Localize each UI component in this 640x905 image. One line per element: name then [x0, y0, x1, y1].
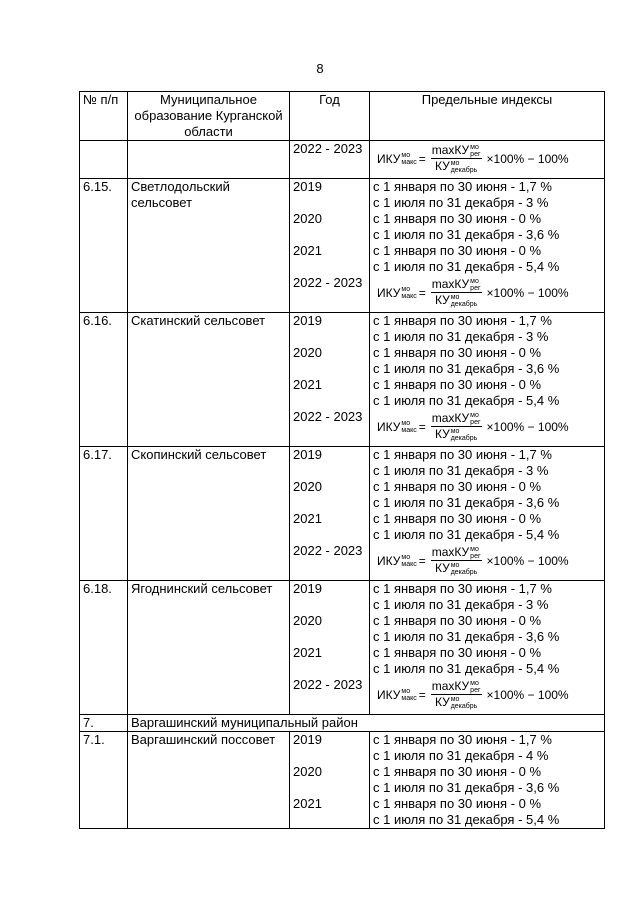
header-municipality: Муниципальное образование Курганской области — [128, 92, 290, 141]
row-municipality — [128, 581, 290, 715]
header-year: Год — [290, 92, 370, 141]
carry-row — [80, 141, 605, 179]
municipality-name: Ягоднинский сельсовет — [131, 581, 273, 596]
index-line: с 1 июля по 31 декабря - 3,6 % — [373, 361, 560, 376]
formula-tail: ×100% − 100% — [486, 285, 569, 300]
row-indexes — [370, 313, 605, 447]
index-line: с 1 июля по 31 декабря - 5,4 % — [373, 812, 560, 827]
index-line: с 1 июля по 31 декабря - 5,4 % — [373, 259, 560, 274]
index-line: с 1 января по 30 июня - 1,7 % — [373, 179, 552, 194]
formula-block — [373, 677, 601, 714]
index-line: с 1 июля по 31 декабря - 4 % — [373, 748, 549, 763]
index-formula — [377, 545, 569, 576]
row-num — [80, 447, 128, 581]
year-label: 2021 — [293, 511, 322, 526]
section-name: Варгашинский муниципальный район — [128, 715, 605, 732]
year-label: 2019 — [293, 179, 322, 194]
formula-equals: = — [418, 285, 426, 300]
formula-block — [373, 409, 601, 446]
index-line: с 1 января по 30 июня - 0 % — [373, 796, 542, 811]
index-line: с 1 июля по 31 декабря - 3,6 % — [373, 495, 560, 510]
index-line: с 1 января по 30 июня - 1,7 % — [373, 313, 552, 328]
row-years — [290, 581, 370, 715]
year-label: 2020 — [293, 211, 322, 226]
index-line: с 1 июля по 31 декабря - 3 % — [373, 463, 549, 478]
year-label: 2020 — [293, 613, 322, 628]
index-line: с 1 января по 30 июня - 1,7 % — [373, 732, 552, 747]
formula-fraction: maxКУ мо рег КУ мо декабрь — [431, 143, 481, 174]
index-line: с 1 июля по 31 декабря - 3 % — [373, 195, 549, 210]
year-label: 2020 — [293, 764, 322, 779]
row-num-text: 6.18. — [83, 581, 112, 596]
year-label: 2022 - 2023 — [293, 543, 363, 558]
row-municipality — [128, 179, 290, 313]
indexes-table — [79, 91, 605, 829]
index-line: с 1 июля по 31 декабря - 5,4 % — [373, 661, 560, 676]
formula-fraction: maxКУ мо рег КУ мо декабрь — [431, 277, 481, 308]
year-label: 2019 — [293, 732, 322, 747]
row-num — [80, 179, 128, 313]
row-years — [290, 313, 370, 447]
section-num: 7. — [80, 715, 128, 732]
formula-cell — [370, 141, 605, 179]
year-cell — [290, 141, 370, 179]
row-municipality — [128, 447, 290, 581]
index-formula — [377, 277, 569, 308]
row-years — [290, 732, 370, 829]
formula-block — [373, 543, 601, 580]
formula-lhs: ИКУ мо макс — [377, 285, 417, 301]
row-years — [290, 447, 370, 581]
formula-tail: ×100% − 100% — [486, 151, 569, 166]
formula-tail: ×100% − 100% — [486, 687, 569, 702]
index-line: с 1 января по 30 июня - 0 % — [373, 479, 542, 494]
index-line: с 1 января по 30 июня - 0 % — [373, 211, 542, 226]
index-line: с 1 января по 30 июня - 0 % — [373, 764, 542, 779]
municipality-name: Светлодольский сельсовет — [131, 179, 230, 210]
index-formula — [377, 143, 569, 174]
row-num-text: 7.1. — [83, 732, 105, 747]
index-formula — [377, 411, 569, 442]
formula-lhs: ИКУ мо макс — [377, 151, 417, 167]
table-row — [80, 447, 605, 581]
section-row — [80, 715, 605, 732]
table-row — [80, 313, 605, 447]
year-label: 2022 - 2023 — [293, 141, 363, 156]
formula-block — [373, 141, 601, 178]
year-label: 2020 — [293, 479, 322, 494]
table-row — [80, 581, 605, 715]
index-line: с 1 января по 30 июня - 1,7 % — [373, 581, 552, 596]
row-num-text: 6.15. — [83, 179, 112, 194]
row-num — [80, 732, 128, 829]
year-label: 2019 — [293, 581, 322, 596]
index-line: с 1 января по 30 июня - 0 % — [373, 511, 542, 526]
row-num — [80, 313, 128, 447]
index-line: с 1 июля по 31 декабря - 3 % — [373, 329, 549, 344]
index-line: с 1 января по 30 июня - 1,7 % — [373, 447, 552, 462]
row-num — [80, 581, 128, 715]
year-label: 2019 — [293, 447, 322, 462]
row-municipality — [128, 732, 290, 829]
table-row — [80, 179, 605, 313]
year-label: 2021 — [293, 796, 322, 811]
index-line: с 1 января по 30 июня - 0 % — [373, 345, 542, 360]
year-label: 2022 - 2023 — [293, 409, 363, 424]
formula-fraction: maxКУ мо рег КУ мо декабрь — [431, 679, 481, 710]
year-label: 2021 — [293, 243, 322, 258]
row-indexes — [370, 581, 605, 715]
header-indexes: Предельные индексы — [370, 92, 605, 141]
municipality-name: Скопинский сельсовет — [131, 447, 267, 462]
header-num: № п/п — [80, 92, 128, 141]
row-municipality — [128, 313, 290, 447]
index-line: с 1 июля по 31 декабря - 3 % — [373, 597, 549, 612]
formula-tail: ×100% − 100% — [486, 419, 569, 434]
municipality-name: Скатинский сельсовет — [131, 313, 266, 328]
index-line: с 1 января по 30 июня - 0 % — [373, 377, 542, 392]
row-num-text: 6.17. — [83, 447, 112, 462]
row-indexes — [370, 732, 605, 829]
formula-fraction: maxКУ мо рег КУ мо декабрь — [431, 411, 481, 442]
year-label: 2022 - 2023 — [293, 677, 363, 692]
row-indexes — [370, 447, 605, 581]
index-line: с 1 января по 30 июня - 0 % — [373, 613, 542, 628]
formula-block — [373, 275, 601, 312]
index-line: с 1 июля по 31 декабря - 3,6 % — [373, 227, 560, 242]
index-line: с 1 июля по 31 декабря - 5,4 % — [373, 393, 560, 408]
formula-fraction: maxКУ мо рег КУ мо декабрь — [431, 545, 481, 576]
formula-equals: = — [418, 419, 426, 434]
formula-lhs: ИКУ мо макс — [377, 419, 417, 435]
row-num-text: 6.16. — [83, 313, 112, 328]
page-number: 8 — [316, 61, 324, 76]
year-label: 2021 — [293, 377, 322, 392]
formula-tail: ×100% − 100% — [486, 553, 569, 568]
year-label: 2022 - 2023 — [293, 275, 363, 290]
formula-equals: = — [418, 151, 426, 166]
row-indexes — [370, 179, 605, 313]
year-label: 2019 — [293, 313, 322, 328]
index-line: с 1 января по 30 июня - 0 % — [373, 243, 542, 258]
index-line: с 1 июля по 31 декабря - 3,6 % — [373, 780, 560, 795]
index-line: с 1 января по 30 июня - 0 % — [373, 645, 542, 660]
index-line: с 1 июля по 31 декабря - 3,6 % — [373, 629, 560, 644]
formula-lhs: ИКУ мо макс — [377, 553, 417, 569]
municipality-name: Варгашинский поссовет — [131, 732, 276, 747]
index-line: с 1 июля по 31 декабря - 5,4 % — [373, 527, 560, 542]
formula-equals: = — [418, 553, 426, 568]
formula-lhs: ИКУ мо макс — [377, 687, 417, 703]
row-years — [290, 179, 370, 313]
index-formula — [377, 679, 569, 710]
year-label: 2021 — [293, 645, 322, 660]
year-label: 2020 — [293, 345, 322, 360]
formula-equals: = — [418, 687, 426, 702]
table-row — [80, 732, 605, 829]
table-header-row — [80, 92, 605, 141]
